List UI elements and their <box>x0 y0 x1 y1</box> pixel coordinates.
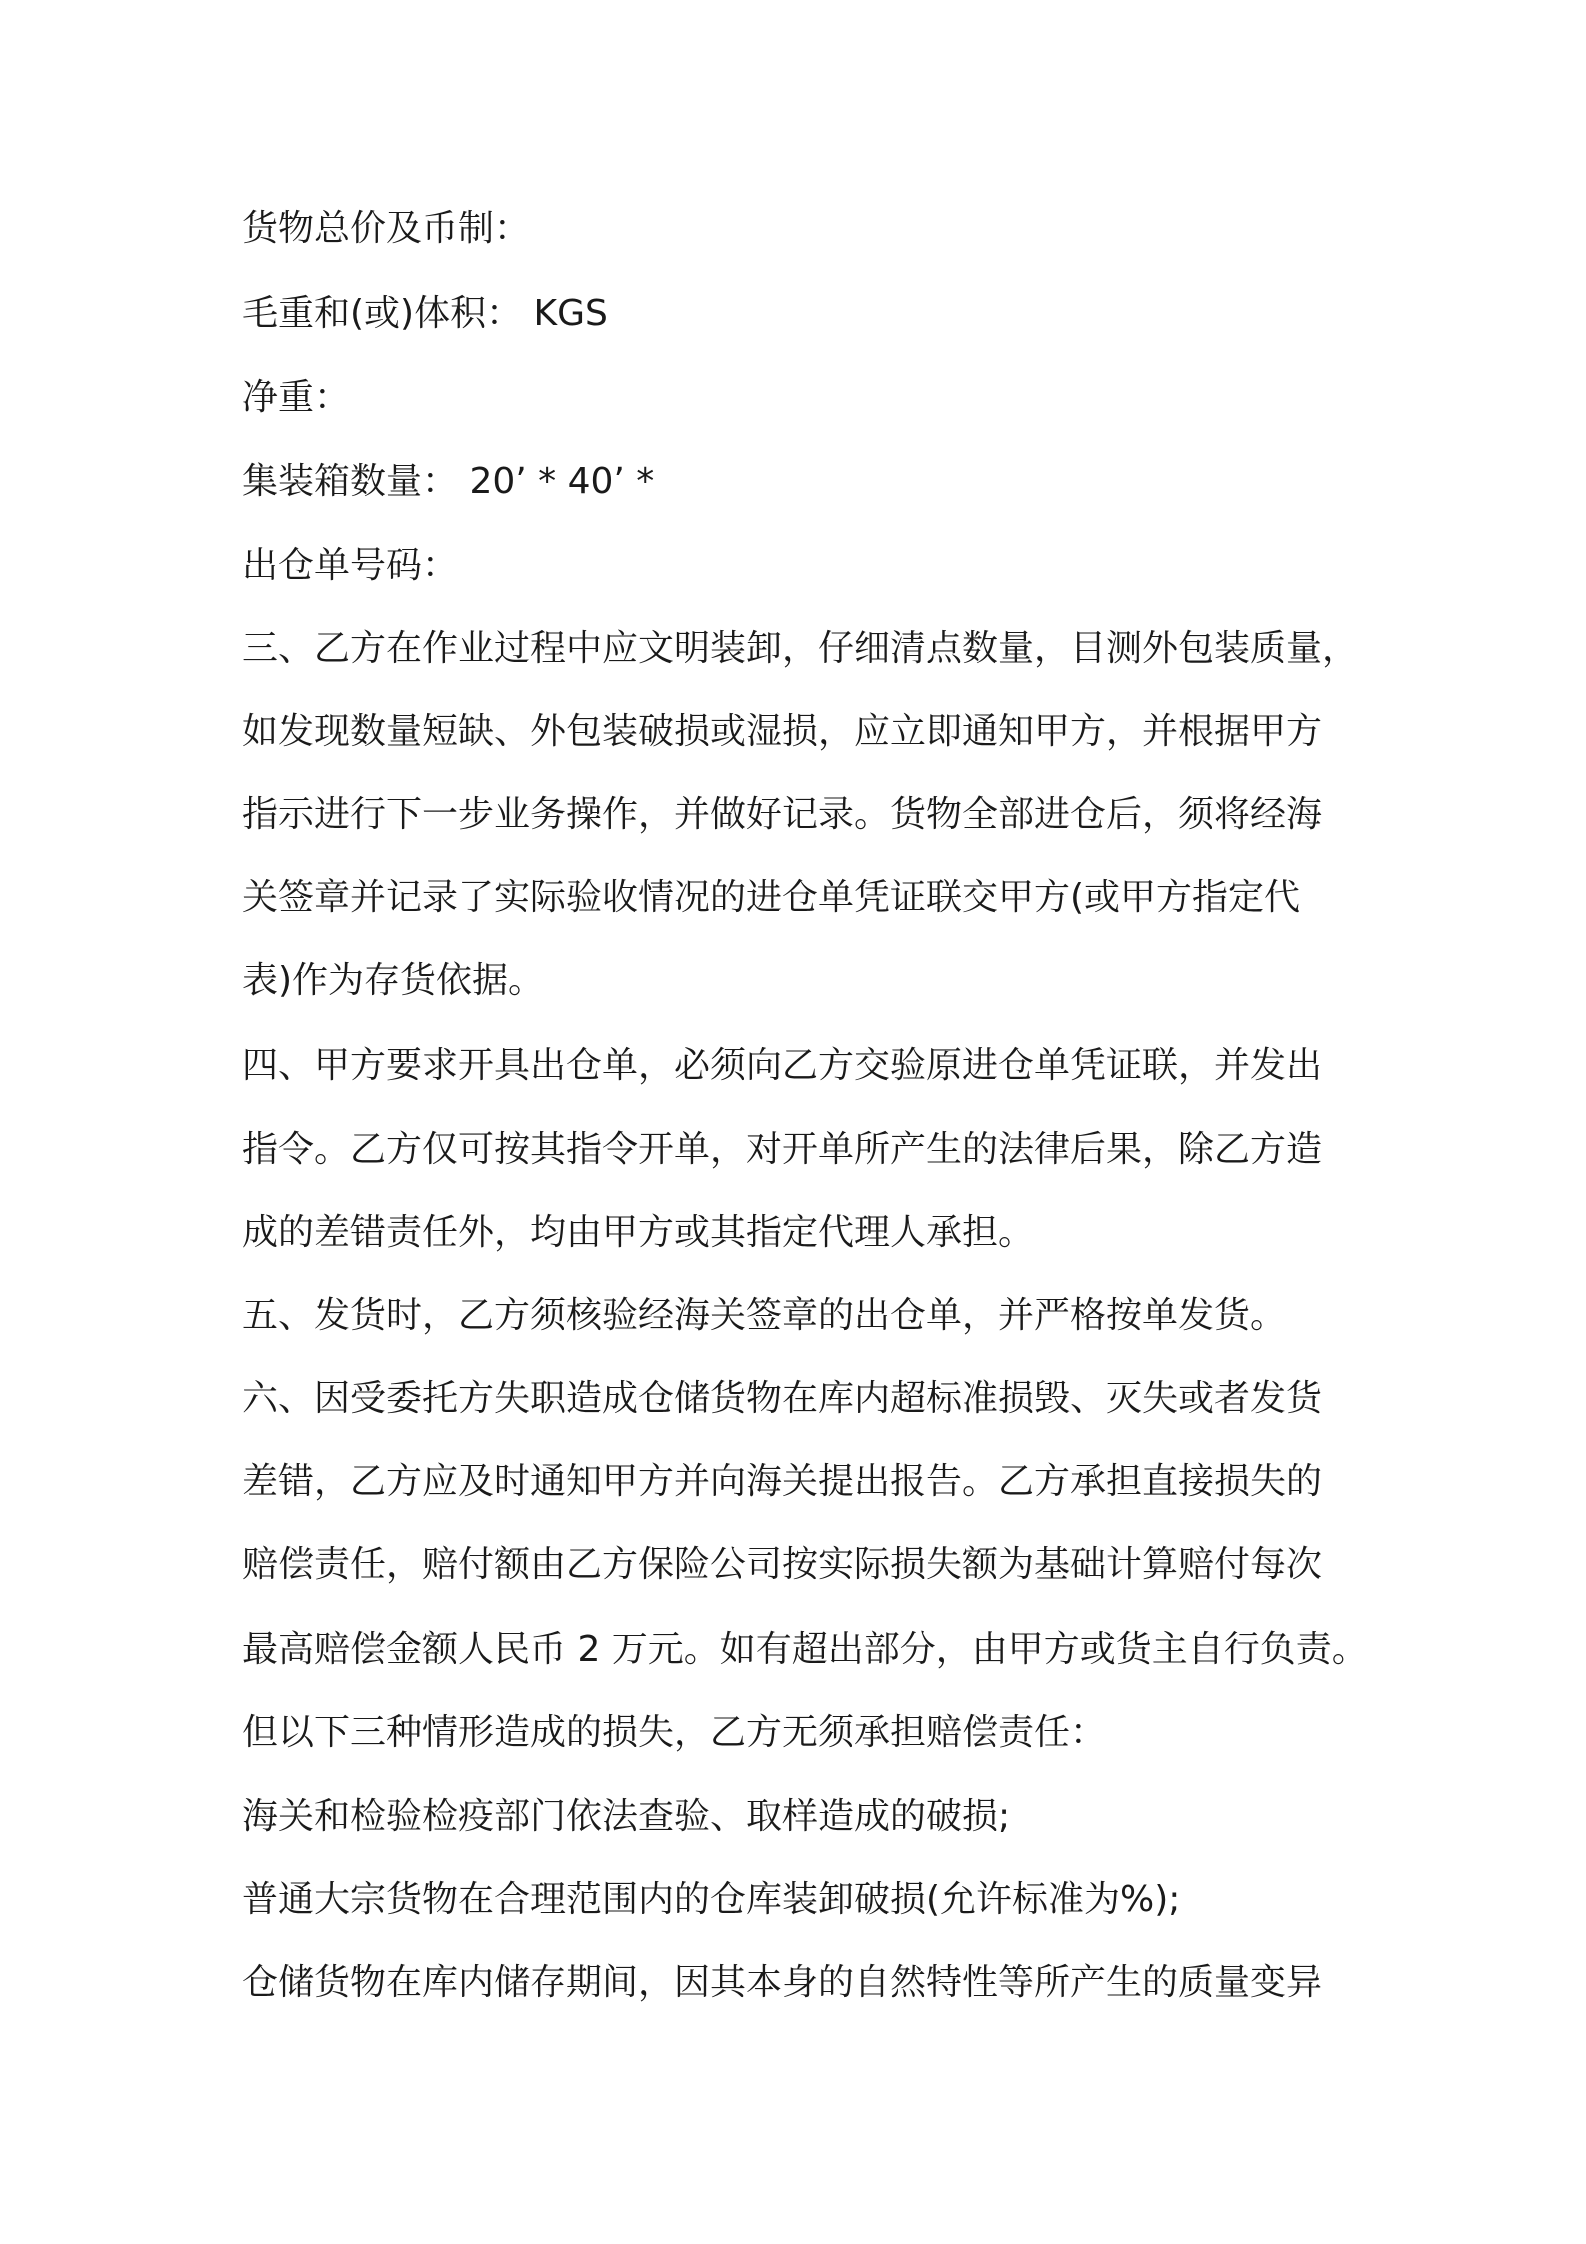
field-gross-weight-volume: 毛重和(或)体积： KGS <box>242 293 608 334</box>
field-outbound-slip-number: 出仓单号码： <box>242 545 459 586</box>
clause-5-line-1: 五、发货时，乙方须核验经海关签章的出仓单，并严格按单发货。 <box>242 1295 1287 1336</box>
clause-4-line-3: 成的差错责任外，均由甲方或其指定代理人承担。 <box>242 1212 1035 1253</box>
clause-3-line-4: 关签章并记录了实际验收情况的进仓单凭证联交甲方(或甲方指定代 <box>242 877 1301 918</box>
clause-6-line-4: 最高赔偿金额人民币 2 万元。如有超出部分，由甲方或货主自行负责。 <box>242 1629 1368 1670</box>
field-total-price-currency: 货物总价及币制： <box>242 208 531 249</box>
clause-3-line-5: 表)作为存货依据。 <box>242 960 545 1001</box>
clause-4-line-2: 指令。乙方仅可按其指令开单，对开单所产生的法律后果，除乙方造 <box>242 1129 1323 1170</box>
exemption-item-3: 仓储货物在库内储存期间，因其本身的自然特性等所产生的质量变异 <box>242 1962 1323 2003</box>
exemption-item-1: 海关和检验检疫部门依法查验、取样造成的破损; <box>242 1796 1011 1837</box>
clause-6-line-2: 差错，乙方应及时通知甲方并向海关提出报告。乙方承担直接损失的 <box>242 1461 1323 1502</box>
clause-3-line-1: 三、乙方在作业过程中应文明装卸，仔细清点数量，目测外包装质量， <box>242 628 1359 669</box>
clause-3-line-2: 如发现数量短缺、外包装破损或湿损，应立即通知甲方，并根据甲方 <box>242 711 1323 752</box>
clause-6-line-5: 但以下三种情形造成的损失，乙方无须承担赔偿责任： <box>242 1712 1107 1753</box>
clause-4-line-1: 四、甲方要求开具出仓单，必须向乙方交验原进仓单凭证联，并发出 <box>242 1045 1323 1086</box>
clause-3-line-3: 指示进行下一步业务操作，并做好记录。货物全部进仓后，须将经海 <box>242 794 1323 835</box>
clause-6-line-3: 赔偿责任，赔付额由乙方保险公司按实际损失额为基础计算赔付每次 <box>242 1544 1323 1585</box>
field-net-weight: 净重： <box>242 377 351 418</box>
exemption-item-2: 普通大宗货物在合理范围内的仓库装卸破损(允许标准为%); <box>242 1879 1181 1920</box>
clause-6-line-1: 六、因受委托方失职造成仓储货物在库内超标准损毁、灭失或者发货 <box>242 1378 1323 1419</box>
field-container-count: 集装箱数量： 20’ * 40’ * <box>242 461 655 502</box>
